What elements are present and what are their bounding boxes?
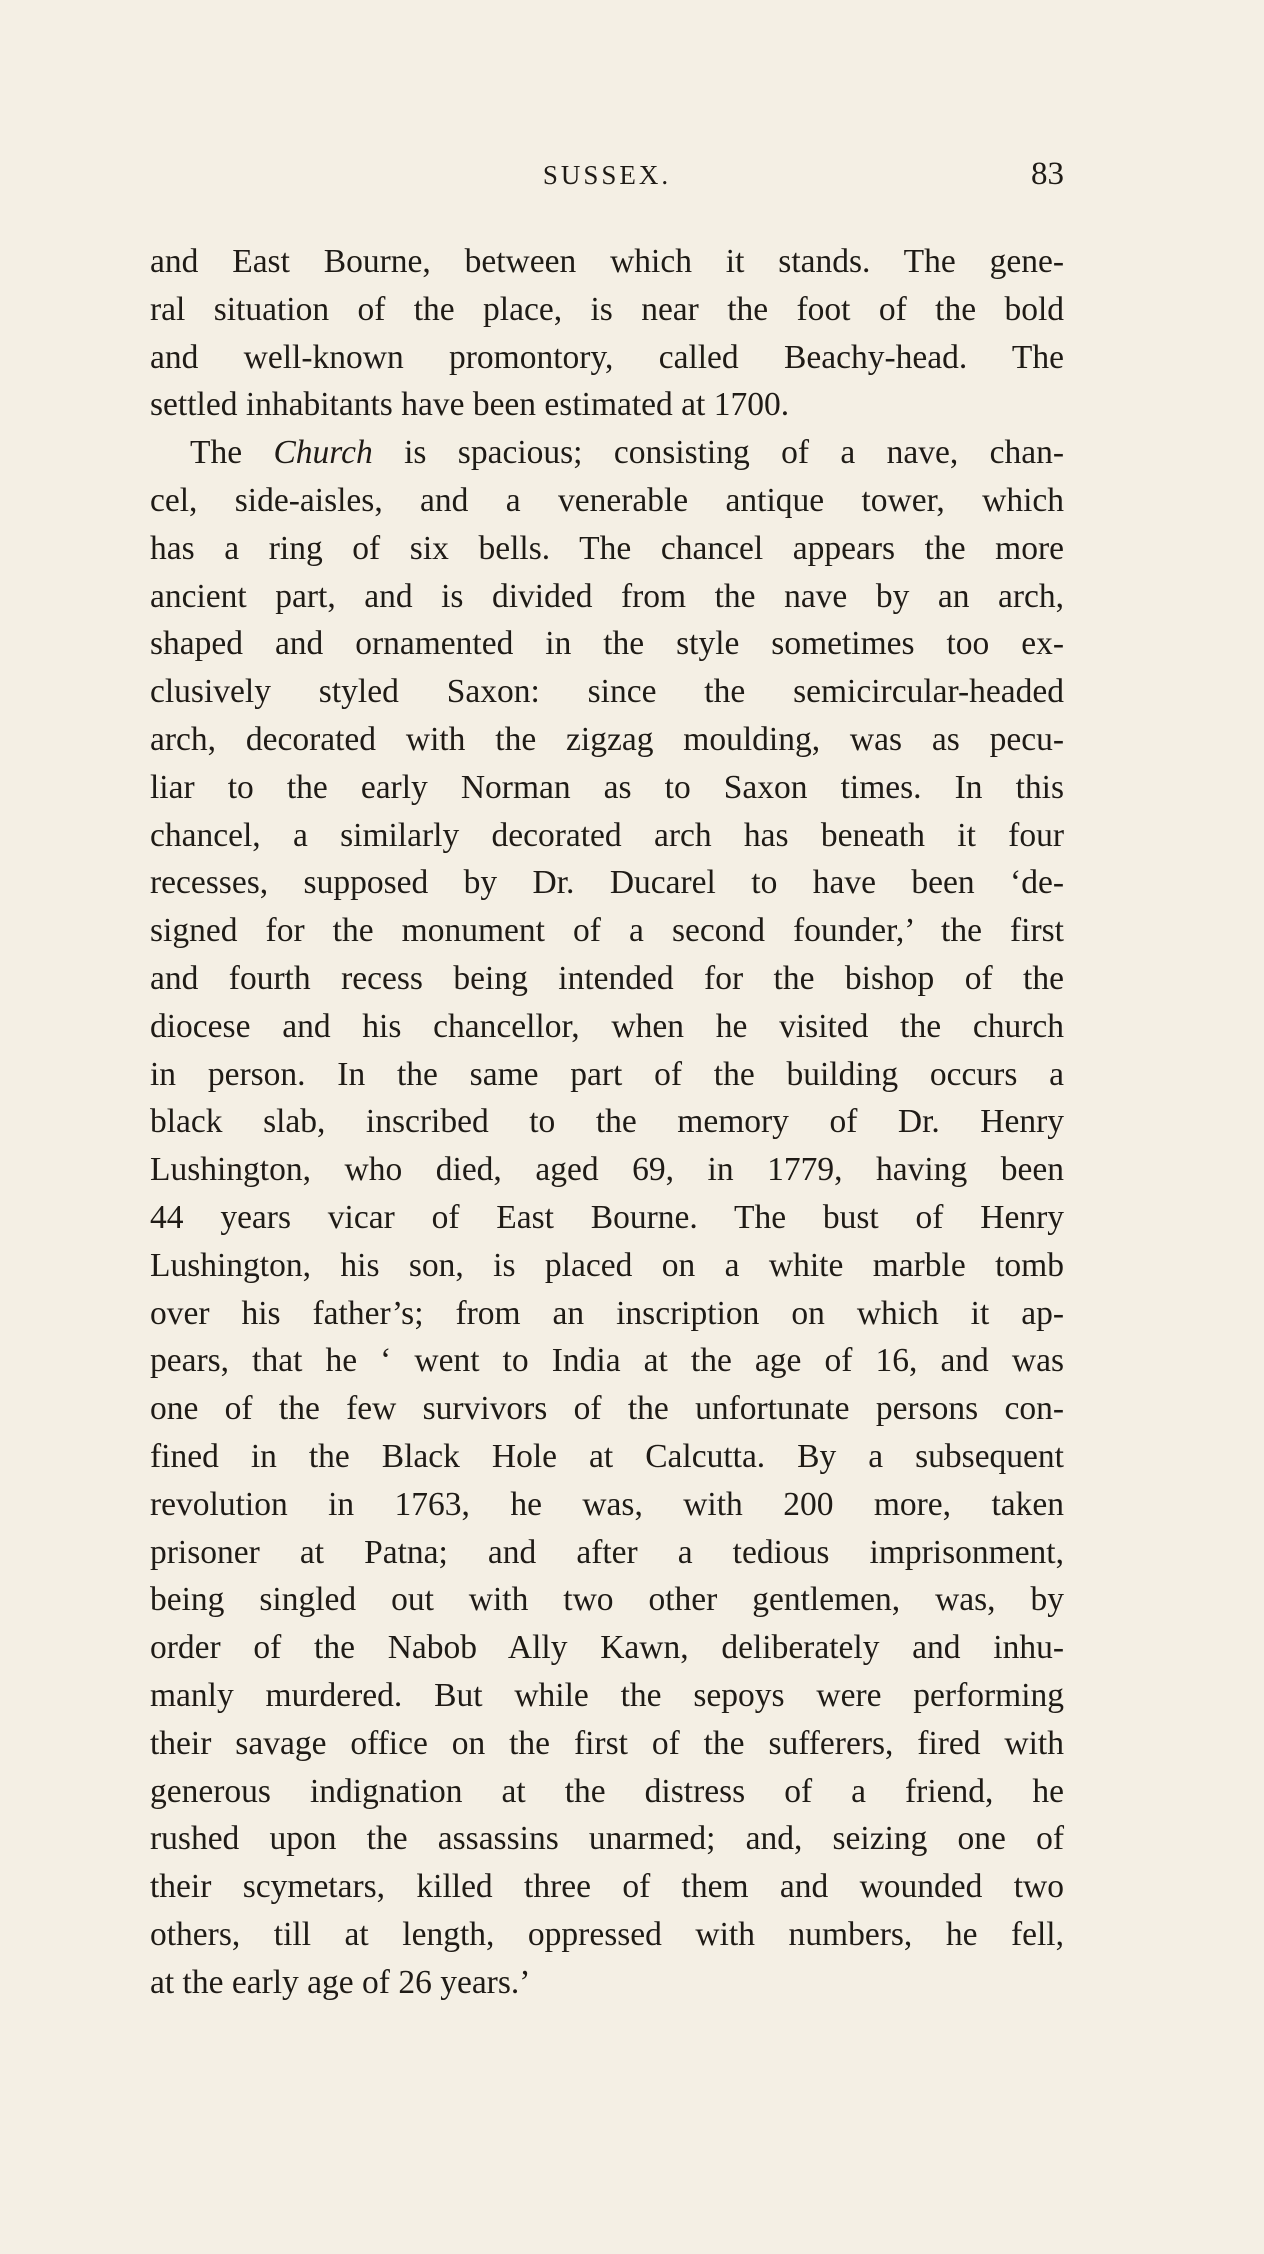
text-line: Lushington, his son, is placed on a white marble tomb xyxy=(150,1246,1064,1284)
text-line: liar to the early Norman as to Saxon times. In this xyxy=(150,768,1064,806)
text-line: order of the Nabob Ally Kawn, deliberately and inhu- xyxy=(150,1629,1064,1667)
text-line: 44 years vicar of East Bourne. The bust of Henry xyxy=(150,1198,1064,1236)
text-line: and fourth recess being intended for the bishop of the xyxy=(150,959,1064,997)
text-line: others, till at length, oppressed with numbers, he fell, xyxy=(150,1915,1064,1953)
text-line: diocese and his chancellor, when he visited the church xyxy=(150,1007,1064,1045)
text-line: prisoner at Patna; and after a tedious imprisonment, xyxy=(150,1533,1064,1571)
text-line: shaped and ornamented in the style sometimes too ex- xyxy=(150,625,1064,663)
text-line: their savage office on the first of the sufferers, fired with xyxy=(150,1724,1064,1762)
paragraph-start-line xyxy=(150,429,1064,477)
text-line: and East Bourne, between which it stands. The gene- xyxy=(150,243,1064,280)
italic-term-church: Church xyxy=(273,434,373,472)
text-line: black slab, inscribed to the memory of Dr. Henry xyxy=(150,1103,1064,1141)
text-line: at the early age of 26 years.’ xyxy=(150,1963,531,2001)
text-line: chancel, a similarly decorated arch has beneath it four xyxy=(150,816,1064,854)
text-line: manly murdered. But while the sepoys were performing xyxy=(150,1676,1064,1714)
text-line: rushed upon the assassins unarmed; and, seizing one of xyxy=(150,1820,1064,1858)
running-title: SUSSEX. xyxy=(542,160,672,190)
text-line: pears, that he ‘ went to India at the age of 16, and was xyxy=(150,1342,1064,1380)
body-text xyxy=(150,238,1064,2006)
text-line: revolution in 1763, he was, with 200 more, taken xyxy=(150,1485,1064,1523)
text-line: ral situation of the place, is near the foot of the bold xyxy=(150,290,1064,328)
text-line: generous indignation at the distress of a friend, he xyxy=(150,1772,1064,1810)
text-line: and well-known promontory, called Beachy-head. The xyxy=(150,338,1064,376)
text-line: settled inhabitants have been estimated at 1700. xyxy=(150,386,790,424)
text-fragment: The xyxy=(190,434,274,472)
text-line: fined in the Black Hole at Calcutta. By a subsequent xyxy=(150,1437,1064,1475)
text-line: being singled out with two other gentlemen, was, by xyxy=(150,1581,1064,1619)
text-fragment: is spacious; consisting of a nave, chan- xyxy=(372,434,1064,472)
text-line: clusively styled Saxon: since the semicircular-headed xyxy=(150,673,1064,711)
text-line: recesses, supposed by Dr. Ducarel to have been ‘de- xyxy=(150,864,1064,902)
text-line: ancient part, and is divided from the nave by an arch, xyxy=(150,577,1064,615)
running-head xyxy=(150,156,1064,200)
text-line: Lushington, who died, aged 69, in 1779, having been xyxy=(150,1151,1064,1189)
text-line: has a ring of six bells. The chancel appears the more xyxy=(150,529,1064,567)
text-line: cel, side-aisles, and a venerable antique tower, which xyxy=(150,481,1064,519)
text-line: in person. In the same part of the building occurs a xyxy=(150,1055,1064,1093)
text-line: their scymetars, killed three of them and wounded two xyxy=(150,1868,1064,1906)
text-line: arch, decorated with the zigzag moulding, was as pecu- xyxy=(150,720,1064,758)
text-line: over his father’s; from an inscription on which it ap- xyxy=(150,1294,1064,1332)
page-number: 83 xyxy=(1031,156,1064,192)
text-line: one of the few survivors of the unfortunate persons con- xyxy=(150,1390,1064,1428)
text-line: signed for the monument of a second founder,’ the first xyxy=(150,912,1064,950)
